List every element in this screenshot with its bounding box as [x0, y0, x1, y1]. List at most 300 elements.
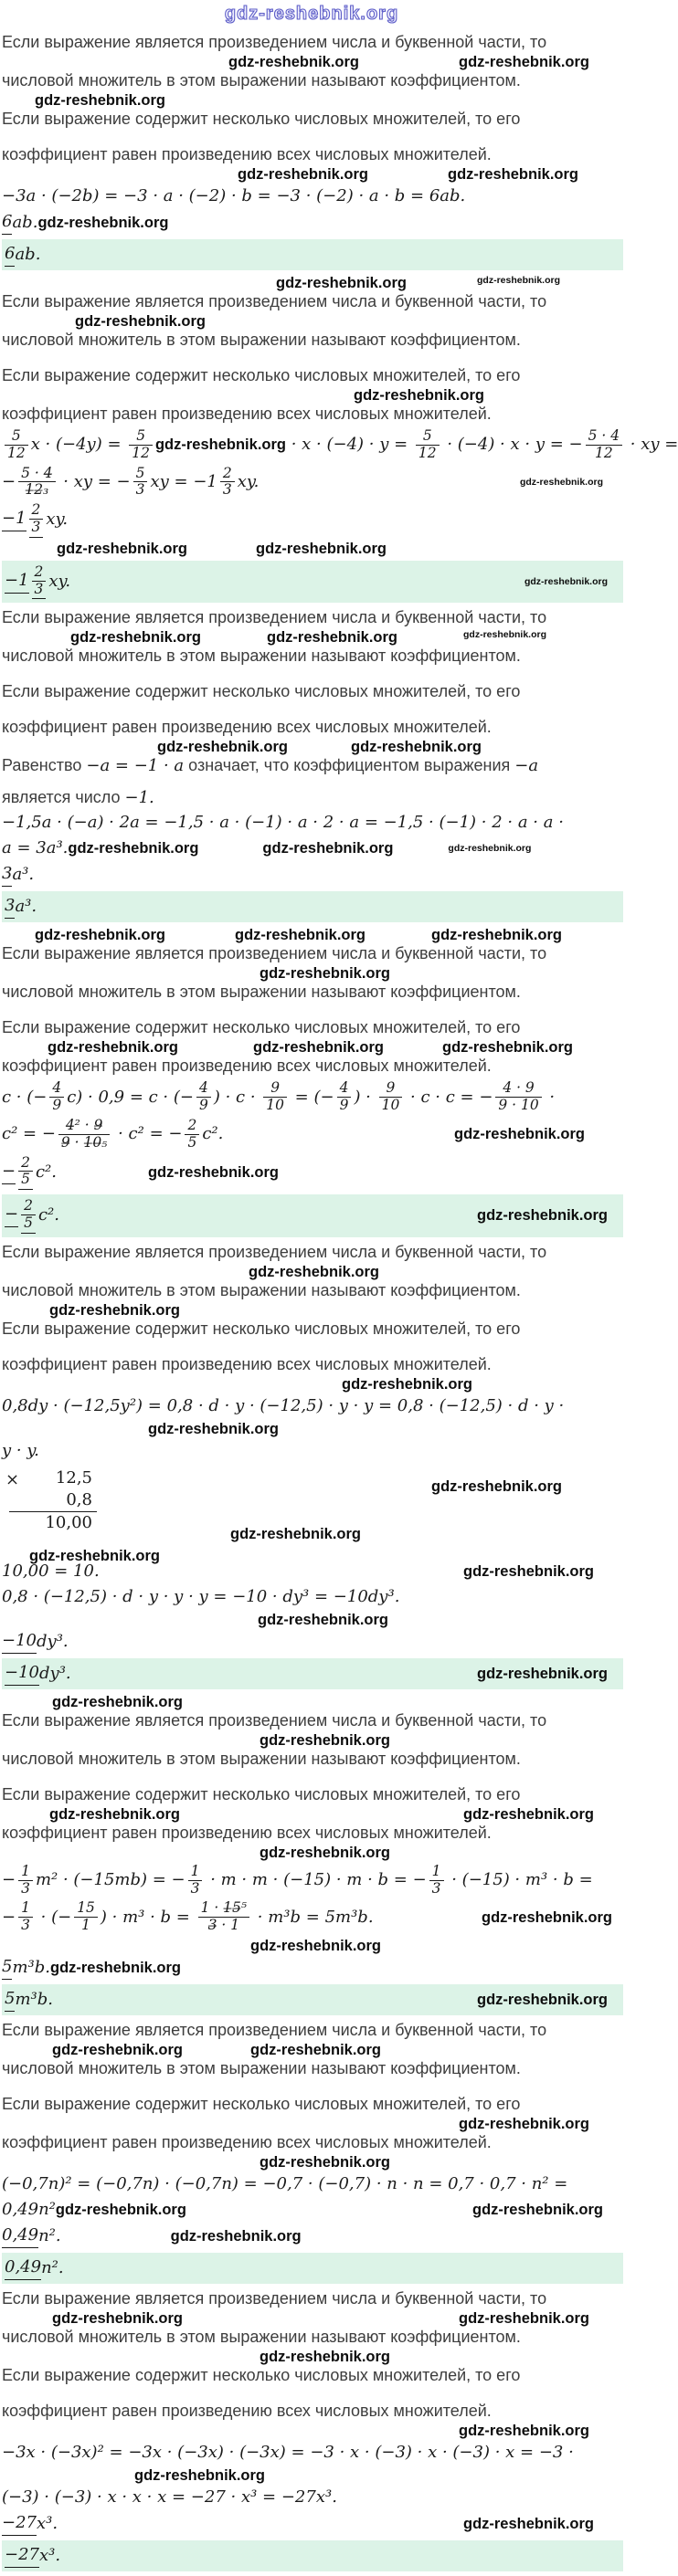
- paragraph-text: числовой множитель в этом выражении называют коэффициентом.: [2, 983, 521, 1002]
- paragraph-text: Если выражение содержит несколько числовых множителей, то его: [2, 2365, 521, 2384]
- math-text: ) · m³ · b =: [100, 1907, 196, 1927]
- underlined-coefficient: −1: [5, 570, 29, 594]
- paragraph-text: коэффициент равен произведению всех числовых множителей.: [2, 1823, 492, 1842]
- watermark-row: [2, 2154, 621, 2170]
- answer-line: [2, 502, 621, 538]
- denominator: 3: [222, 481, 232, 499]
- math-text: −3x · (−3x)² = −3x · (−3x) · (−3x) = −3 · x · (−3) · x · (−3) · x = −3 ·: [2, 2442, 574, 2462]
- watermark: gdz-reshebnik.org: [35, 92, 166, 109]
- highlighted-answer: [2, 561, 623, 604]
- paragraph-text: числовой множитель в этом выражении называют коэффициентом.: [2, 1280, 521, 1299]
- math-text: a³.: [12, 865, 35, 885]
- watermark: gdz-reshebnik.org: [55, 2201, 186, 2218]
- paragraph: [2, 365, 621, 386]
- numerator: 9: [379, 1080, 403, 1098]
- denominator: 5: [187, 1133, 197, 1151]
- fraction: [49, 1080, 64, 1114]
- denominator: 3: [21, 1917, 30, 1934]
- math-text: −: [2, 471, 16, 491]
- denominator: 9 · 10: [498, 1097, 539, 1114]
- paragraph-text: коэффициент равен произведению всех числовых множителей.: [2, 145, 492, 163]
- watermark: gdz-reshebnik.org: [276, 275, 408, 291]
- numerator: 1: [18, 1864, 33, 1881]
- denominator: 9: [339, 1097, 349, 1114]
- watermark: gdz-reshebnik.org: [342, 1375, 473, 1393]
- fraction: [337, 1080, 352, 1114]
- paragraph: [2, 681, 621, 702]
- highlighted-answer: [2, 239, 623, 270]
- paragraph-text: Если выражение содержит несколько числовых множителей, то его: [2, 682, 521, 701]
- watermark-row: [2, 2310, 621, 2326]
- math-text: xy = −1: [150, 471, 217, 491]
- denominator: 9̶ · 1̶0̶₅: [60, 1133, 108, 1151]
- watermark: gdz-reshebnik.org: [351, 739, 482, 756]
- watermark: gdz-reshebnik.org: [462, 1562, 594, 1580]
- math-text: −: [2, 1907, 16, 1927]
- numerator: 2: [185, 1118, 199, 1135]
- watermark: gdz-reshebnik.org: [75, 313, 207, 330]
- fraction: [21, 1198, 36, 1234]
- paragraph: [2, 2288, 621, 2309]
- underlined-coefficient: −: [5, 1204, 18, 1227]
- answer-line: [2, 1956, 621, 1980]
- watermark: gdz-reshebnik.org: [154, 436, 286, 454]
- spacer: [2, 668, 621, 680]
- numerator: 1 · 1̶5̶⁵: [198, 1900, 249, 1918]
- watermark: gdz-reshebnik.org: [256, 540, 387, 557]
- watermark-row: [2, 739, 621, 754]
- paragraph: [2, 32, 621, 53]
- watermark: gdz-reshebnik.org: [253, 1039, 385, 1057]
- paragraph: [2, 1319, 621, 1340]
- denominator: 12: [594, 444, 613, 461]
- math-text: m³b.: [12, 1957, 50, 1977]
- underlined-coefficient: 5: [2, 1956, 12, 1980]
- denominator: 12: [7, 444, 26, 461]
- math-text: c² = −: [2, 1124, 56, 1144]
- paragraph-text: Если выражение является произведением числа и буквенной части, то: [2, 2288, 547, 2308]
- math-text: c) · 0,9 = c · (−: [67, 1087, 194, 1107]
- fraction: [586, 428, 622, 462]
- math-line: [2, 1395, 621, 1417]
- denominator: 3: [190, 1879, 200, 1897]
- numerator: 5 · 4̶: [18, 466, 55, 483]
- paragraph: [2, 1017, 621, 1038]
- math-text: −1.: [124, 788, 154, 808]
- denominator: 5: [21, 1171, 30, 1188]
- paragraph-text: Если выражение содержит несколько числовых множителей, то его: [2, 110, 521, 128]
- denominator: 3: [34, 580, 44, 597]
- numerator: 5: [129, 428, 153, 446]
- denominator: 12: [418, 444, 437, 461]
- paragraph-text: коэффициент равен произведению всех числовых множителей.: [2, 2401, 492, 2420]
- watermark: gdz-reshebnik.org: [35, 927, 166, 944]
- paragraph: [2, 2058, 621, 2079]
- fraction: [220, 466, 235, 499]
- fraction: [18, 1900, 33, 1934]
- underlined-coefficient: 0,49: [5, 2256, 41, 2280]
- content: [2, 32, 678, 2571]
- denominator: 1̶2̶₃: [25, 481, 49, 499]
- watermark: gdz-reshebnik.org: [49, 1805, 181, 1823]
- watermark: gdz-reshebnik.org: [477, 275, 561, 286]
- watermark: gdz-reshebnik.org: [448, 843, 532, 855]
- paragraph: [2, 982, 621, 1003]
- math-text: 0,8 · (−12,5) · d · y · y · y = −10 · dy³ = −10dy³.: [2, 1586, 400, 1606]
- paragraph: [2, 1784, 621, 1805]
- paragraph: [2, 2327, 621, 2348]
- fraction: [58, 1118, 110, 1151]
- fraction: [18, 1155, 33, 1191]
- watermark: gdz-reshebnik.org: [49, 1301, 181, 1319]
- paragraph-text: Равенство: [2, 756, 87, 775]
- watermark: gdz-reshebnik.org: [147, 1163, 279, 1181]
- spacer: [2, 777, 621, 786]
- paragraph: [2, 144, 621, 165]
- underlined-coefficient: 6: [2, 211, 12, 235]
- paragraph: [2, 2132, 621, 2153]
- math-line: [2, 2487, 621, 2508]
- paragraph-text: Если выражение является произведением числа и буквенной части, то: [2, 1242, 547, 1261]
- numerator: 4: [49, 1080, 64, 1098]
- spacer: [2, 2387, 621, 2400]
- math-text: · (−4) · x · y = −: [441, 435, 583, 455]
- denominator: 3: [135, 481, 145, 499]
- math-text: ·: [544, 1087, 556, 1107]
- watermark: gdz-reshebnik.org: [442, 1039, 574, 1057]
- denominator: 3: [31, 518, 41, 535]
- math-text: x · (−4y) =: [30, 435, 127, 455]
- watermark: gdz-reshebnik.org: [476, 1207, 608, 1225]
- watermark: gdz-reshebnik.org: [459, 2422, 590, 2439]
- watermark-row: [2, 541, 621, 556]
- fraction: [196, 1080, 211, 1114]
- fraction: [18, 466, 55, 499]
- math-line: [2, 466, 621, 499]
- watermark-row: [2, 2467, 621, 2483]
- math-text: ) ·: [354, 1087, 376, 1107]
- paragraph-text: Если выражение является произведением числа и буквенной части, то: [2, 1710, 547, 1730]
- fraction: [416, 428, 440, 462]
- math-text: · m · m · (−15) · m · b = −: [205, 1870, 427, 1890]
- paragraph-text: Если выражение содержит несколько числовых множителей, то его: [2, 2094, 521, 2113]
- paragraph-text: Если выражение содержит несколько числовых множителей, то его: [2, 366, 521, 384]
- watermark-row: [2, 2042, 621, 2057]
- watermark: gdz-reshebnik.org: [519, 476, 603, 488]
- paragraph-text: коэффициент равен произведению всех числовых множителей.: [2, 405, 492, 423]
- watermark: gdz-reshebnik.org: [249, 1263, 380, 1280]
- paragraph-text: коэффициент равен произведению всех числовых множителей.: [2, 1354, 492, 1373]
- numerator: 2: [18, 1155, 33, 1172]
- fraction: [188, 1864, 203, 1898]
- watermark: gdz-reshebnik.org: [148, 1420, 280, 1437]
- paragraph-text: Если выражение является произведением числа и буквенной части, то: [2, 2020, 547, 2039]
- paragraph: [2, 1280, 621, 1301]
- paragraph-text: Если выражение является произведением числа и буквенной части, то: [2, 944, 547, 963]
- numerator: 5 · 4: [586, 428, 622, 446]
- answer-line: [2, 1155, 621, 1191]
- watermark: gdz-reshebnik.org: [260, 965, 391, 983]
- paragraph-text: числовой множитель в этом выражении называют коэффициентом.: [2, 331, 521, 349]
- watermark-row: [2, 1938, 621, 1953]
- denominator: 5: [24, 1214, 33, 1231]
- math-text: xy.: [48, 572, 71, 592]
- spacer: [2, 1341, 621, 1353]
- watermark: gdz-reshebnik.org: [37, 215, 169, 231]
- multiply-sign: ×: [5, 1469, 20, 1489]
- fraction: [129, 428, 153, 462]
- math-text: xy.: [46, 510, 69, 530]
- watermark: gdz-reshebnik.org: [260, 2348, 391, 2365]
- paragraph: [2, 646, 621, 667]
- math-line: [2, 2442, 621, 2464]
- numerator: 4: [337, 1080, 352, 1098]
- underlined-coefficient: −: [2, 1161, 16, 1184]
- watermark: gdz-reshebnik.org: [524, 576, 608, 588]
- watermark-row: [2, 166, 621, 182]
- underlined-coefficient: −27: [2, 2512, 37, 2536]
- paragraph-text: Если выражение содержит несколько числовых множителей, то его: [2, 1319, 521, 1338]
- numerator: 5: [133, 466, 148, 483]
- math-text: a³.: [15, 897, 37, 917]
- watermark-row: [2, 1845, 621, 1860]
- denominator: 12: [132, 444, 150, 461]
- numerator: 2: [21, 1198, 36, 1215]
- math-text: 0,49n²: [2, 2199, 56, 2219]
- fraction: [32, 564, 47, 600]
- watermark: gdz-reshebnik.org: [431, 927, 563, 944]
- watermark: gdz-reshebnik.org: [170, 2227, 302, 2245]
- math-text: −1,5a · (−a) · 2a = −1,5 · a · (−1) · a · 2 · a = −1,5 · (−1) · 2 · a · a ·: [2, 813, 564, 833]
- watermark: gdz-reshebnik.org: [238, 166, 369, 183]
- watermark: gdz-reshebnik.org: [471, 2201, 603, 2218]
- title-watermark: gdz-reshebnik.org: [224, 4, 399, 24]
- watermark: gdz-reshebnik.org: [68, 840, 199, 857]
- numerator: 5: [416, 428, 440, 446]
- watermark-row: [2, 2423, 621, 2438]
- denominator: 9: [198, 1097, 208, 1114]
- watermark-row: [2, 54, 621, 69]
- underlined-coefficient: 5: [5, 1988, 15, 2012]
- watermark: gdz-reshebnik.org: [459, 2115, 590, 2132]
- watermark: gdz-reshebnik.org: [260, 1844, 391, 1861]
- math-text: x³.: [39, 2545, 61, 2565]
- paragraph: [2, 755, 621, 776]
- watermark: gdz-reshebnik.org: [462, 2515, 594, 2532]
- watermark-row: [2, 1302, 621, 1318]
- paragraph: [2, 607, 621, 628]
- paragraph-text: числовой множитель в этом выражении называют коэффициентом.: [2, 2327, 521, 2346]
- math-text: ) · c ·: [213, 1087, 261, 1107]
- math-text: · x · (−4) · y =: [285, 435, 413, 455]
- math-text: y · y.: [2, 1440, 39, 1460]
- watermark: gdz-reshebnik.org: [52, 2041, 184, 2058]
- math-text: c².: [202, 1124, 224, 1144]
- math-text: −a: [514, 756, 539, 776]
- paragraph: [2, 2365, 621, 2386]
- denominator: 1: [81, 1917, 90, 1934]
- numerator: 5: [5, 428, 28, 446]
- fraction: [74, 1900, 98, 1934]
- paragraph: [2, 1823, 621, 1844]
- math-text: · xy =: [625, 435, 678, 455]
- column-multiplication: [2, 1467, 621, 1564]
- watermark-row: [2, 1039, 621, 1055]
- math-text: m² · (−15mb) = −: [35, 1870, 185, 1890]
- watermark: gdz-reshebnik.org: [52, 2309, 184, 2327]
- highlighted-answer: [2, 1658, 623, 1689]
- watermark: gdz-reshebnik.org: [476, 1665, 608, 1682]
- multiplication-row: 12,5: [55, 1467, 92, 1488]
- math-text: a = 3a³.: [2, 838, 69, 858]
- watermark: gdz-reshebnik.org: [431, 1477, 563, 1495]
- watermark-row: [2, 1806, 621, 1822]
- paragraph-text: коэффициент равен произведению всех числовых множителей.: [2, 1057, 492, 1076]
- watermark: gdz-reshebnik.org: [453, 1126, 585, 1143]
- watermark-row: [2, 92, 621, 108]
- fraction: [133, 466, 148, 499]
- watermark-row: [2, 965, 621, 981]
- paragraph: [2, 2020, 621, 2041]
- paragraph: [2, 330, 621, 351]
- watermark: gdz-reshebnik.org: [267, 629, 398, 647]
- paragraph-text: коэффициент равен произведению всех числовых множителей.: [2, 2132, 492, 2151]
- underlined-coefficient: −10: [5, 1662, 39, 1686]
- math-line: [2, 2173, 621, 2195]
- spacer: [2, 1771, 621, 1783]
- multiplication-column: [5, 1467, 97, 1534]
- math-text: c².: [37, 1205, 59, 1225]
- math-text: · (−15) · m³ · b =: [446, 1870, 593, 1890]
- watermark: gdz-reshebnik.org: [459, 54, 590, 70]
- watermark: gdz-reshebnik.org: [250, 2041, 382, 2058]
- numerator: 2: [29, 502, 44, 520]
- watermark: gdz-reshebnik.org: [235, 927, 366, 944]
- underlined-coefficient: 6: [5, 243, 15, 267]
- watermark: gdz-reshebnik.org: [48, 1039, 179, 1057]
- math-line: [2, 2199, 621, 2221]
- math-text: · c · c = −: [405, 1087, 493, 1107]
- math-line: [2, 185, 621, 207]
- watermark: gdz-reshebnik.org: [57, 540, 188, 557]
- watermark-row: [2, 629, 621, 645]
- spacer: [2, 352, 621, 364]
- paragraph-text: числовой множитель в этом выражении называют коэффициентом.: [2, 1749, 521, 1768]
- fraction: [263, 1080, 287, 1114]
- watermark-row: [2, 1264, 621, 1279]
- fraction: [198, 1900, 249, 1934]
- math-text: xy.: [237, 471, 260, 491]
- paragraph-text: является число: [2, 788, 125, 807]
- watermark-row: [2, 1612, 621, 1627]
- watermark: gdz-reshebnik.org: [29, 1547, 161, 1564]
- paragraph: [2, 1710, 621, 1731]
- numerator: 1: [188, 1864, 203, 1881]
- denominator: 10: [381, 1097, 400, 1114]
- math-text: · xy = −: [58, 471, 131, 491]
- paragraph: [2, 2401, 621, 2422]
- underlined-coefficient: 0,49: [2, 2224, 38, 2248]
- numerator: 4 · 9: [495, 1080, 541, 1098]
- math-text: (−0,7n)² = (−0,7n) · (−0,7n) = −0,7 · (−0,7) · n · n = 0,7 · 0,7 · n² =: [2, 2173, 568, 2193]
- math-text: · m³b = 5m³b.: [252, 1907, 374, 1927]
- math-line: [2, 1900, 621, 1934]
- denominator: 10: [266, 1097, 284, 1114]
- spacer: [2, 131, 621, 143]
- paragraph-text: Если выражение содержит несколько числовых множителей, то его: [2, 1018, 521, 1037]
- watermark: gdz-reshebnik.org: [476, 1991, 608, 2008]
- watermark: gdz-reshebnik.org: [258, 1611, 389, 1628]
- watermark: gdz-reshebnik.org: [463, 629, 547, 641]
- numerator: 15: [74, 1900, 98, 1918]
- spacer: [2, 2080, 621, 2093]
- watermark: gdz-reshebnik.org: [70, 629, 202, 647]
- math-line: [2, 1586, 621, 1608]
- watermark: gdz-reshebnik.org: [262, 840, 394, 857]
- paragraph-text: означает, что коэффициентом выражения: [184, 756, 515, 775]
- math-text: ab.: [12, 213, 38, 232]
- paragraph-text: числовой множитель в этом выражении называют коэффициентом.: [2, 71, 521, 89]
- paragraph-text: Если выражение является произведением числа и буквенной части, то: [2, 292, 547, 310]
- answer-line: [2, 2224, 621, 2248]
- math-line: [2, 812, 621, 834]
- paragraph: [2, 1354, 621, 1375]
- watermark: gdz-reshebnik.org: [52, 1693, 184, 1710]
- fraction: [29, 502, 44, 538]
- fraction: [379, 1080, 403, 1114]
- paragraph: [2, 1242, 621, 1263]
- numerator: 9: [263, 1080, 287, 1098]
- highlighted-answer: [2, 891, 623, 922]
- watermark-row: [2, 1421, 621, 1436]
- paragraph: [2, 717, 621, 738]
- denominator: 3̶ · 1: [207, 1917, 240, 1934]
- fraction: [429, 1864, 444, 1898]
- answer-line: [2, 211, 621, 235]
- math-text: ab.: [15, 245, 41, 264]
- paragraph: [2, 943, 621, 964]
- paragraph-text: Если выражение содержит несколько числовых множителей, то его: [2, 1784, 521, 1803]
- watermark: gdz-reshebnik.org: [463, 1805, 595, 1823]
- watermark: gdz-reshebnik.org: [260, 1731, 391, 1749]
- highlighted-answer: [2, 2253, 623, 2284]
- math-text: dy³.: [37, 1631, 69, 1651]
- watermark-row: [2, 927, 621, 942]
- math-text: −a = −1 · a: [86, 756, 185, 776]
- paragraph-text: Если выражение является произведением числа и буквенной части, то: [2, 33, 547, 51]
- watermark: gdz-reshebnik.org: [157, 739, 289, 756]
- denominator: 9: [52, 1097, 62, 1114]
- math-line: [2, 1080, 621, 1114]
- math-text: n².: [41, 2257, 64, 2277]
- spacer: [2, 703, 621, 716]
- underlined-coefficient: −10: [2, 1630, 37, 1654]
- math-text: dy³.: [39, 1663, 71, 1683]
- numerator: 1: [429, 1864, 444, 1881]
- underlined-coefficient: 3: [5, 895, 15, 919]
- math-line: [2, 1440, 621, 1462]
- paragraph-text: Если выражение является произведением числа и буквенной части, то: [2, 608, 547, 627]
- answer-line: [2, 863, 621, 887]
- watermark-row: [2, 387, 621, 403]
- numerator: 4: [196, 1080, 211, 1098]
- paragraph: [2, 70, 621, 91]
- math-text: · (−: [35, 1907, 72, 1927]
- math-text: 0,8dy · (−12,5y²) = 0,8 · d · y · (−12,5) · y · y = 0,8 · (−12,5) · d · y ·: [2, 1395, 565, 1415]
- paragraph: [2, 787, 621, 808]
- watermark: gdz-reshebnik.org: [448, 166, 579, 183]
- paragraph-text: числовой множитель в этом выражении называют коэффициентом.: [2, 647, 521, 666]
